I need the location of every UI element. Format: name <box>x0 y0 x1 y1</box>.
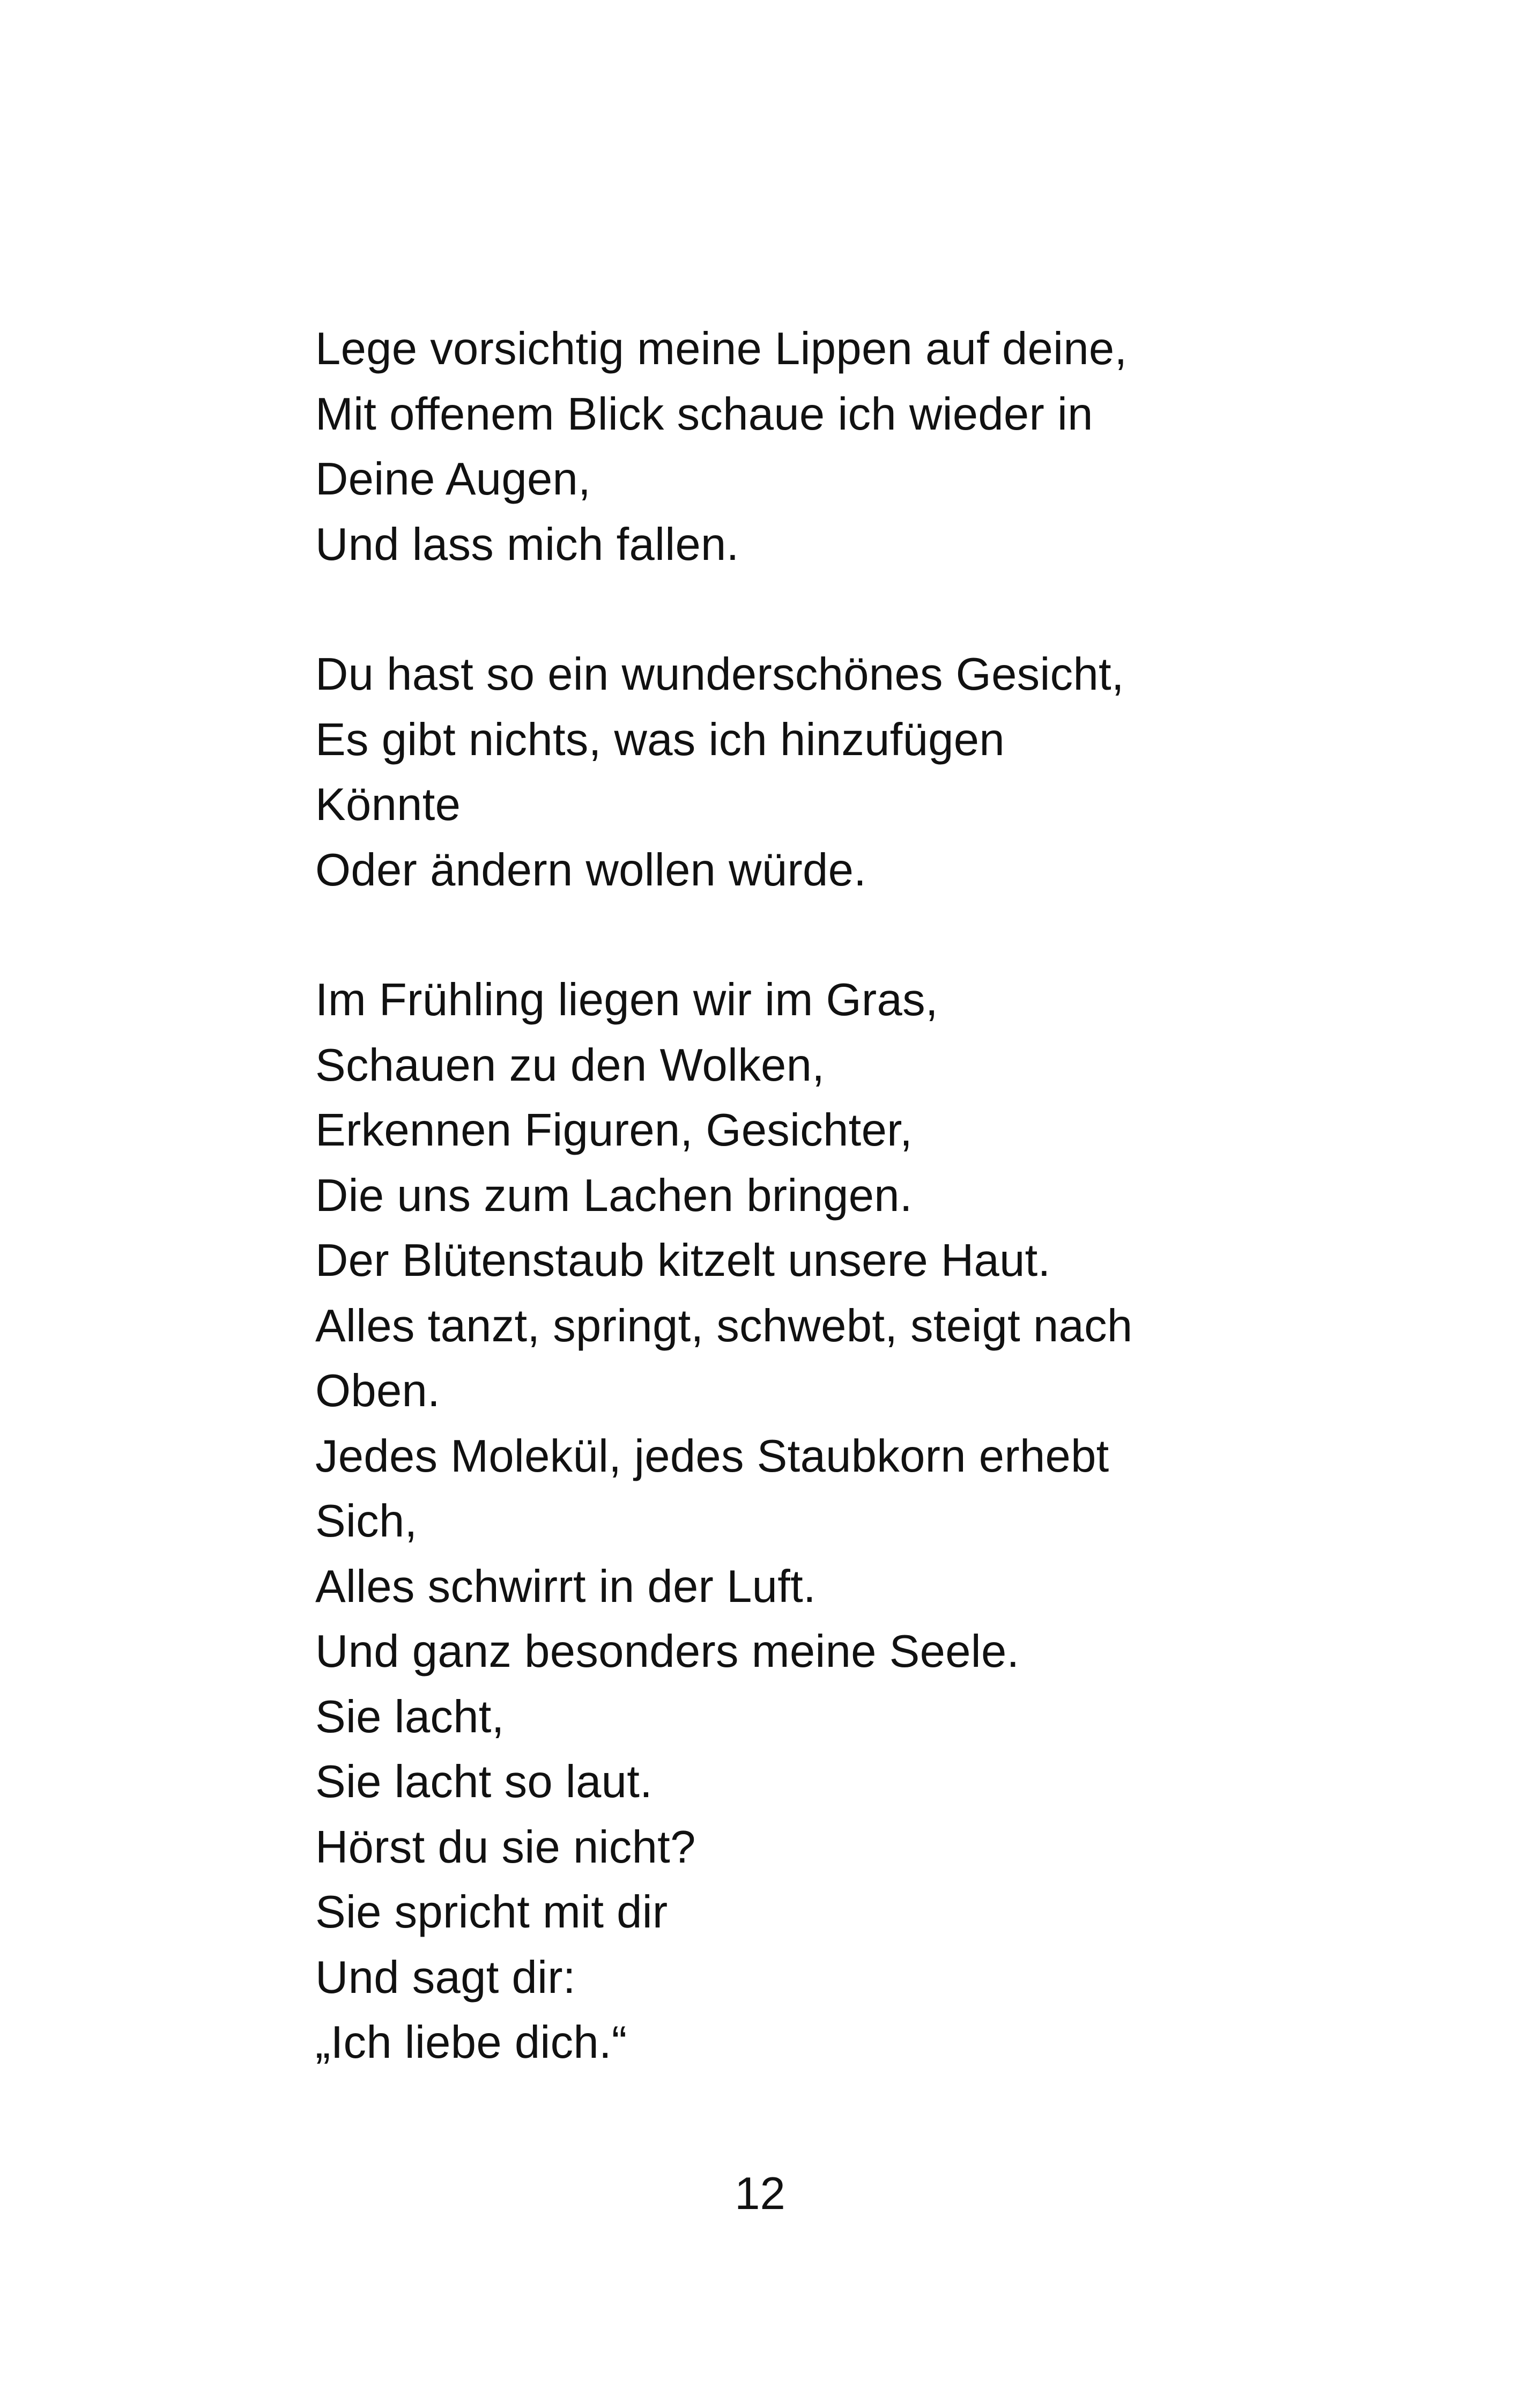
poem-line: Sie spricht mit dir <box>315 1887 668 1938</box>
poem-line: Oben. <box>315 1365 441 1416</box>
poem-line: Alles tanzt, springt, schwebt, steigt nach <box>315 1300 1133 1351</box>
page-number: 12 <box>735 2168 785 2219</box>
poem-line: Und lass mich fallen. <box>315 519 739 570</box>
poem-line: Du hast so ein wunderschönes Gesicht, <box>315 649 1124 700</box>
poem-line: Sie lacht, <box>315 1691 505 1742</box>
poem-line: Könnte <box>315 779 461 830</box>
poem-line: Schauen zu den Wolken, <box>315 1039 825 1091</box>
stanza-3 <box>315 967 1334 2075</box>
poem-line: „Ich liebe dich.“ <box>315 2017 627 2068</box>
poem-line: Lege vorsichtig meine Lippen auf deine, <box>315 323 1128 374</box>
poem-line: Deine Augen, <box>315 454 591 505</box>
poem-line: Und ganz besonders meine Seele. <box>315 1626 1020 1677</box>
poem-line: Sie lacht so laut. <box>315 1756 653 1807</box>
poem-line: Oder ändern wollen würde. <box>315 844 867 896</box>
poem-line: Jedes Molekül, jedes Staubkorn erhebt <box>315 1430 1109 1482</box>
poem-line: Der Blütenstaub kitzelt unsere Haut. <box>315 1235 1051 1286</box>
poem-line: Mit offenem Blick schaue ich wieder in <box>315 388 1093 440</box>
poem-line: Es gibt nichts, was ich hinzufügen <box>315 714 1005 765</box>
poem-line: Hörst du sie nicht? <box>315 1821 696 1873</box>
poem-line: Im Frühling liegen wir im Gras, <box>315 974 938 1025</box>
poem-body <box>315 316 1334 2075</box>
poem-line: Sich, <box>315 1496 418 1547</box>
poem-line: Die uns zum Lachen bringen. <box>315 1170 913 1221</box>
poem-line: Und sagt dir: <box>315 1952 576 2003</box>
poem-line: Alles schwirrt in der Luft. <box>315 1561 816 1612</box>
stanza-2 <box>315 642 1334 903</box>
poem-line: Erkennen Figuren, Gesichter, <box>315 1105 913 1156</box>
stanza-1 <box>315 316 1334 577</box>
